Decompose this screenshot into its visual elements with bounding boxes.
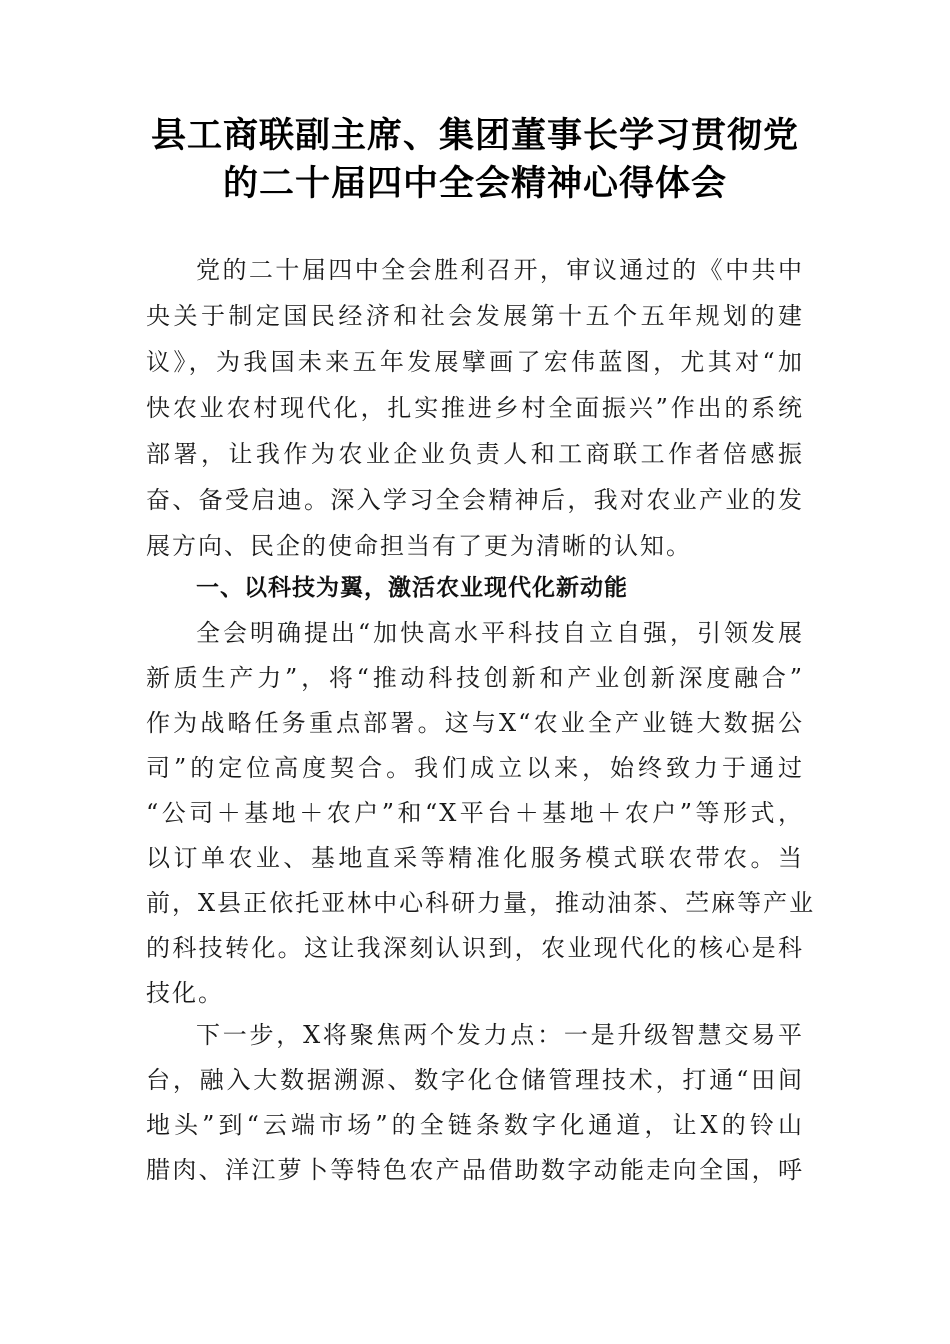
paragraph-line: 展方向、民企的使命担当有了更为清晰的认知。 (146, 532, 692, 560)
section-heading-1: 一、以科技为翼，激活农业现代化新动能 (196, 575, 628, 601)
paragraph-line: 作为战略任务重点部署。这与X“农业全产业链大数据公 (146, 709, 804, 737)
paragraph-line: 奋、备受启迪。深入学习全会精神后，我对农业产业的发 (146, 486, 804, 514)
paragraph-line: 台，融入大数据溯源、数字化仓储管理技术，打通“田间 (146, 1066, 804, 1094)
document-title-line-2: 的二十届四中全会精神心得体会 (222, 163, 727, 204)
paragraph-line: 新质生产力”，将“推动科技创新和产业创新深度融合” (146, 664, 804, 692)
paragraph-line: 央关于制定国民经济和社会发展第十五个五年规划的建 (146, 302, 804, 330)
paragraph-line: “公司＋基地＋农户”和“X平台＋基地＋农户”等形式， (146, 799, 804, 827)
paragraph-line: 下一步，X将聚焦两个发力点：一是升级智慧交易平 (196, 1021, 804, 1049)
paragraph-line: 快农业农村现代化，扎实推进乡村全面振兴”作出的系统 (146, 394, 804, 422)
paragraph-line: 腊肉、洋江萝卜等特色农产品借助数字动能走向全国，呼 (146, 1156, 804, 1184)
paragraph-line: 全会明确提出“加快高水平科技自立自强，引领发展 (196, 619, 804, 647)
paragraph-line: 以订单农业、基地直采等精准化服务模式联农带农。当 (146, 844, 804, 872)
paragraph-line: 议》，为我国未来五年发展擘画了宏伟蓝图，尤其对“加 (146, 348, 804, 376)
paragraph-line: 司”的定位高度契合。我们成立以来，始终致力于通过 (146, 754, 804, 782)
paragraph-line: 地头”到“云端市场”的全链条数字化通道，让X的铃山 (146, 1111, 804, 1139)
paragraph-line: 的科技转化。这让我深刻认识到，农业现代化的核心是科 (146, 934, 804, 962)
paragraph-line: 前，X县正依托亚林中心科研力量，推动油茶、苎麻等产业 (146, 889, 816, 917)
paragraph-line: 部署，让我作为农业企业负责人和工商联工作者倍感振 (146, 440, 804, 468)
document-title-line-1: 县工商联副主席、集团董事长学习贯彻党 (150, 115, 799, 156)
paragraph-line: 技化。 (146, 979, 224, 1007)
paragraph-line: 党的二十届四中全会胜利召开，审议通过的《中共中 (196, 256, 804, 284)
